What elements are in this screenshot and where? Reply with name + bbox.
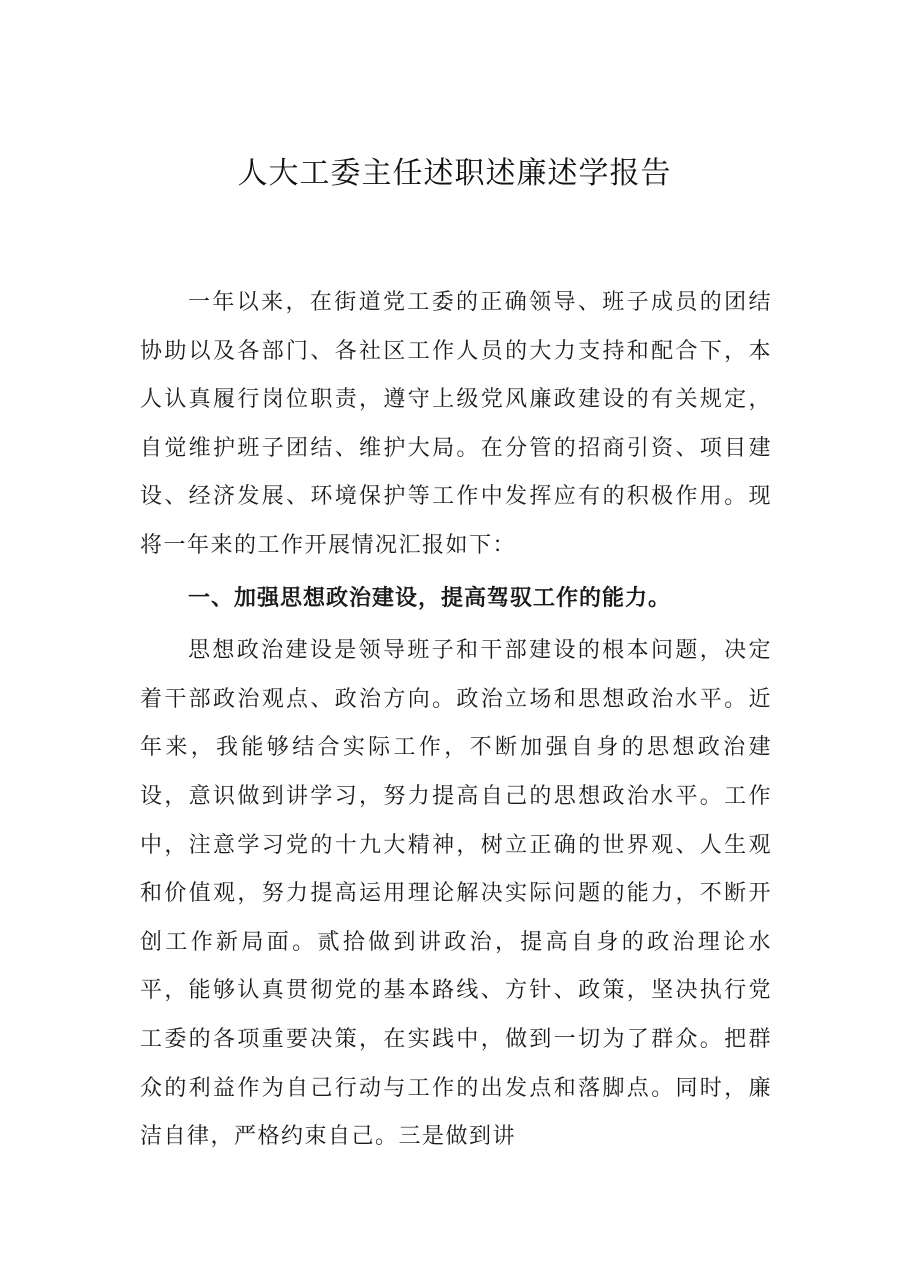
paragraph-intro: 一年以来，在街道党工委的正确领导、班子成员的团结协助以及各部门、各社区工作人员的大力支持和配合下，本人认真履行岗位职责，遵守上级党风廉政建设的有关规定，自觉维护班子团结、维护大局。在分管的招商引资、项目建设、经济发展、环境保护等工作中发挥应有的积极作用。现将一年来的工作开展情况汇报如下： [140,290,772,558]
document-title: 人大工委主任述职述廉述学报告 [237,156,672,191]
document-body [140,279,772,1162]
paragraph-ideology: 思想政治建设是领导班子和干部建设的根本问题，决定着干部政治观点、政治方向。政治立场和思想政治水平。近年来，我能够结合实际工作，不断加强自身的思想政治建设，意识做到讲学习，努力提高自己的思想政治水平。工作中，注意学习党的十九大精神，树立正确的世界观、人生观和价值观，努力提高运用理论解决实际问题的能力，不断开创工作新局面。贰拾做到讲政治，提高自身的政治理论水平，能够认真贯彻党的基本路线、方针、政策，坚决执行党工委的各项重要决策，在实践中，做到一切为了群众。把群众的利益作为自己行动与工作的出发点和落脚点。同时，廉洁自律，严格约束自己。三是做到讲 [140,638,772,1150]
section-heading-1: 一、加强思想政治建设，提高驾驭工作的能力。 [188,585,672,611]
